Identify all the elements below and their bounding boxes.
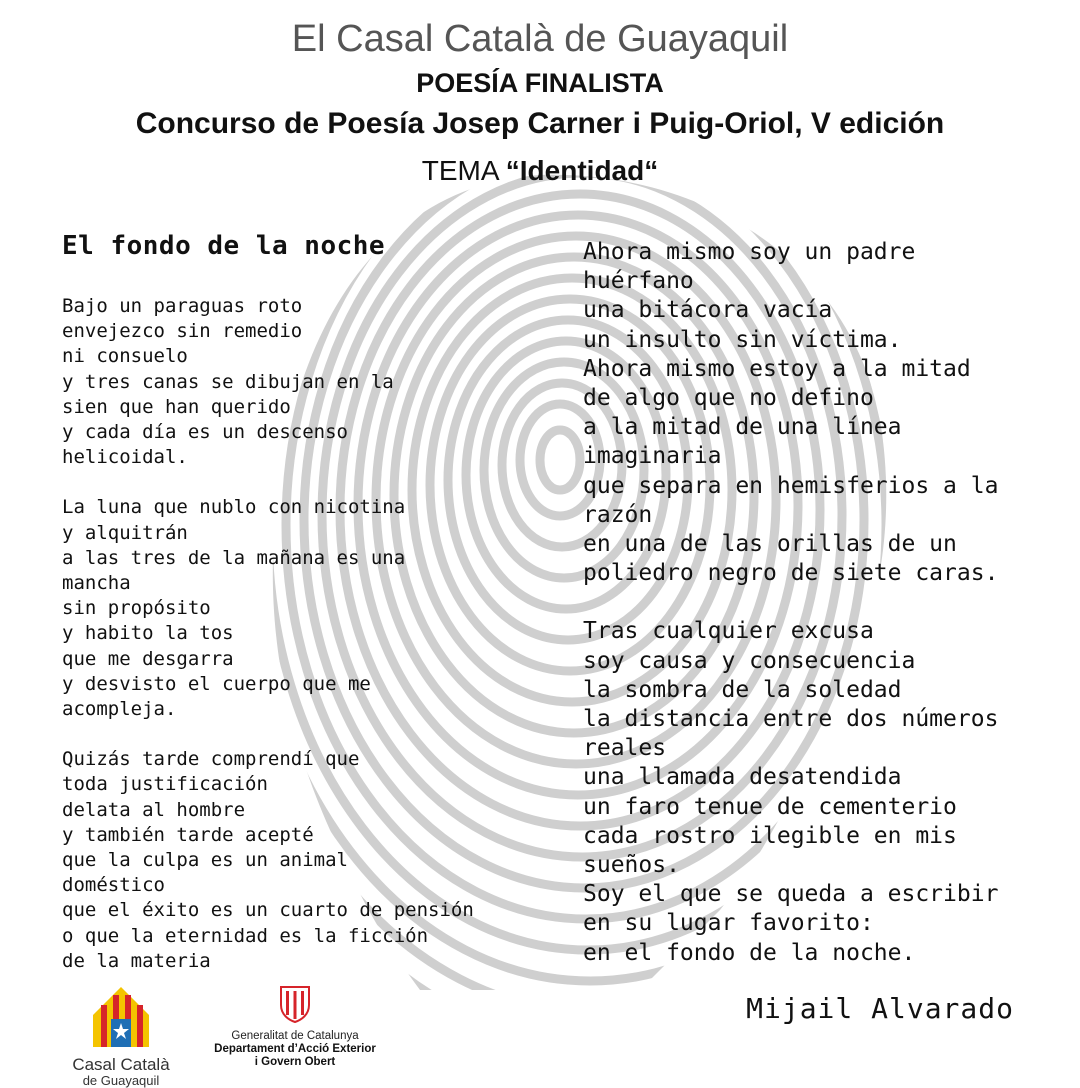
poem-line: imaginaria [583,443,722,470]
generalitat-shield-icon [279,985,311,1023]
poem-line: que el éxito es un cuarto de pensión [62,899,474,922]
poem-line: sueños. [583,852,680,879]
poem-stanza [583,238,1053,588]
poem-line: envejezco sin remedio [62,320,303,343]
poem-line: de algo que no defino [583,385,874,412]
poem-line: una bitácora vacía [583,297,833,324]
casal-catala-logo [56,985,186,1088]
poem-line: un faro tenue de cementerio [583,793,957,820]
poem-line: y cada día es un descenso [62,421,348,444]
poem-line: un insulto sin víctima. [583,326,902,353]
poem-line: en el fondo de la noche. [583,939,916,966]
poem-line: cada rostro ilegible en mis [583,822,957,849]
poem-stanza [583,617,1053,967]
poem-line: La luna que nublo con nicotina [62,496,406,519]
poem-line: Tras cualquier excusa [583,618,874,645]
poem-line: Ahora mismo estoy a la mitad [583,355,971,382]
poem-right-column [583,238,1053,968]
poem-line: y también tarde acepté [62,823,314,846]
poem-line: que separa en hemisferios a la [583,472,999,499]
poem-line: y habito la tos [62,622,234,645]
poem-line: que me desgarra [62,647,234,670]
poem-line: o que la eternidad es la ficción [62,924,429,947]
org-title: El Casal Català de Guayaquil [291,18,789,60]
poem-line: en su lugar favorito: [583,910,874,937]
poem-line: en una de las orillas de un [583,531,957,558]
poem-line: sien que han querido [62,395,291,418]
poem-line: acompleja. [62,698,177,721]
poem-line: ni consuelo [62,345,188,368]
header [0,14,1080,188]
poem-line: a las tres de la mañana es una [62,546,406,569]
poem-line: una llamada desatendida [583,764,902,791]
poem-line: toda justificación [62,773,268,796]
generalitat-name: Generalitat de Catalunya [231,1030,359,1042]
poem-stanza [62,294,532,470]
poem-line: de la materia [62,949,211,972]
finalist-label: POESÍA FINALISTA [416,68,664,98]
poem-line: huérfano [583,268,694,295]
department-line2: i Govern Obert [254,1056,336,1068]
casal-emblem-icon [91,985,151,1049]
casal-subtitle: de Guayaquil [82,1073,160,1088]
poem-line: Bajo un paraguas roto [62,295,303,317]
poem-stanza [62,495,532,722]
contest-title: Concurso de Poesía Josep Carner i Puig-Oriol, V edición [135,107,945,140]
theme-line [0,154,1080,188]
poem-line: y desvisto el cuerpo que me [62,672,371,695]
department-line1: Departament d’Acció Exterior [214,1043,376,1055]
poem-line: poliedro negro de siete caras. [583,560,999,587]
theme-value: “Identidad“ [505,155,659,186]
poem-line: soy causa y consecuencia [583,647,916,674]
author-name: Mijail Alvarado [746,992,1014,1025]
poem-line: a la mitad de una línea [583,414,902,441]
poem-line: que la culpa es un animal [62,849,348,872]
poem-line: reales [583,735,667,762]
poem-line: doméstico [62,874,165,897]
poem-line: Quizás tarde comprendí que [62,748,360,771]
poem-title: El fondo de la noche [62,231,386,261]
poem-stanza [62,747,532,974]
poem-left-column [62,294,532,974]
poem-line: y tres canas se dibujan en la [62,370,394,393]
poem-line: sin propósito [62,597,211,620]
generalitat-logo [205,985,385,1069]
poem-line: la distancia entre dos números [583,706,999,733]
poem-line: y alquitrán [62,521,188,544]
poem-line: la sombra de la soledad [583,676,902,703]
casal-name: Casal Català [72,1055,170,1074]
poem-line: Ahora mismo soy un padre [583,239,916,265]
poem-line: delata al hombre [62,798,246,821]
theme-prefix: TEMA [421,155,506,186]
poem-line: Soy el que se queda a escribir [583,881,999,908]
poem-line: razón [583,501,653,528]
poem-line: helicoidal. [62,446,188,469]
poem-line: mancha [62,572,131,595]
